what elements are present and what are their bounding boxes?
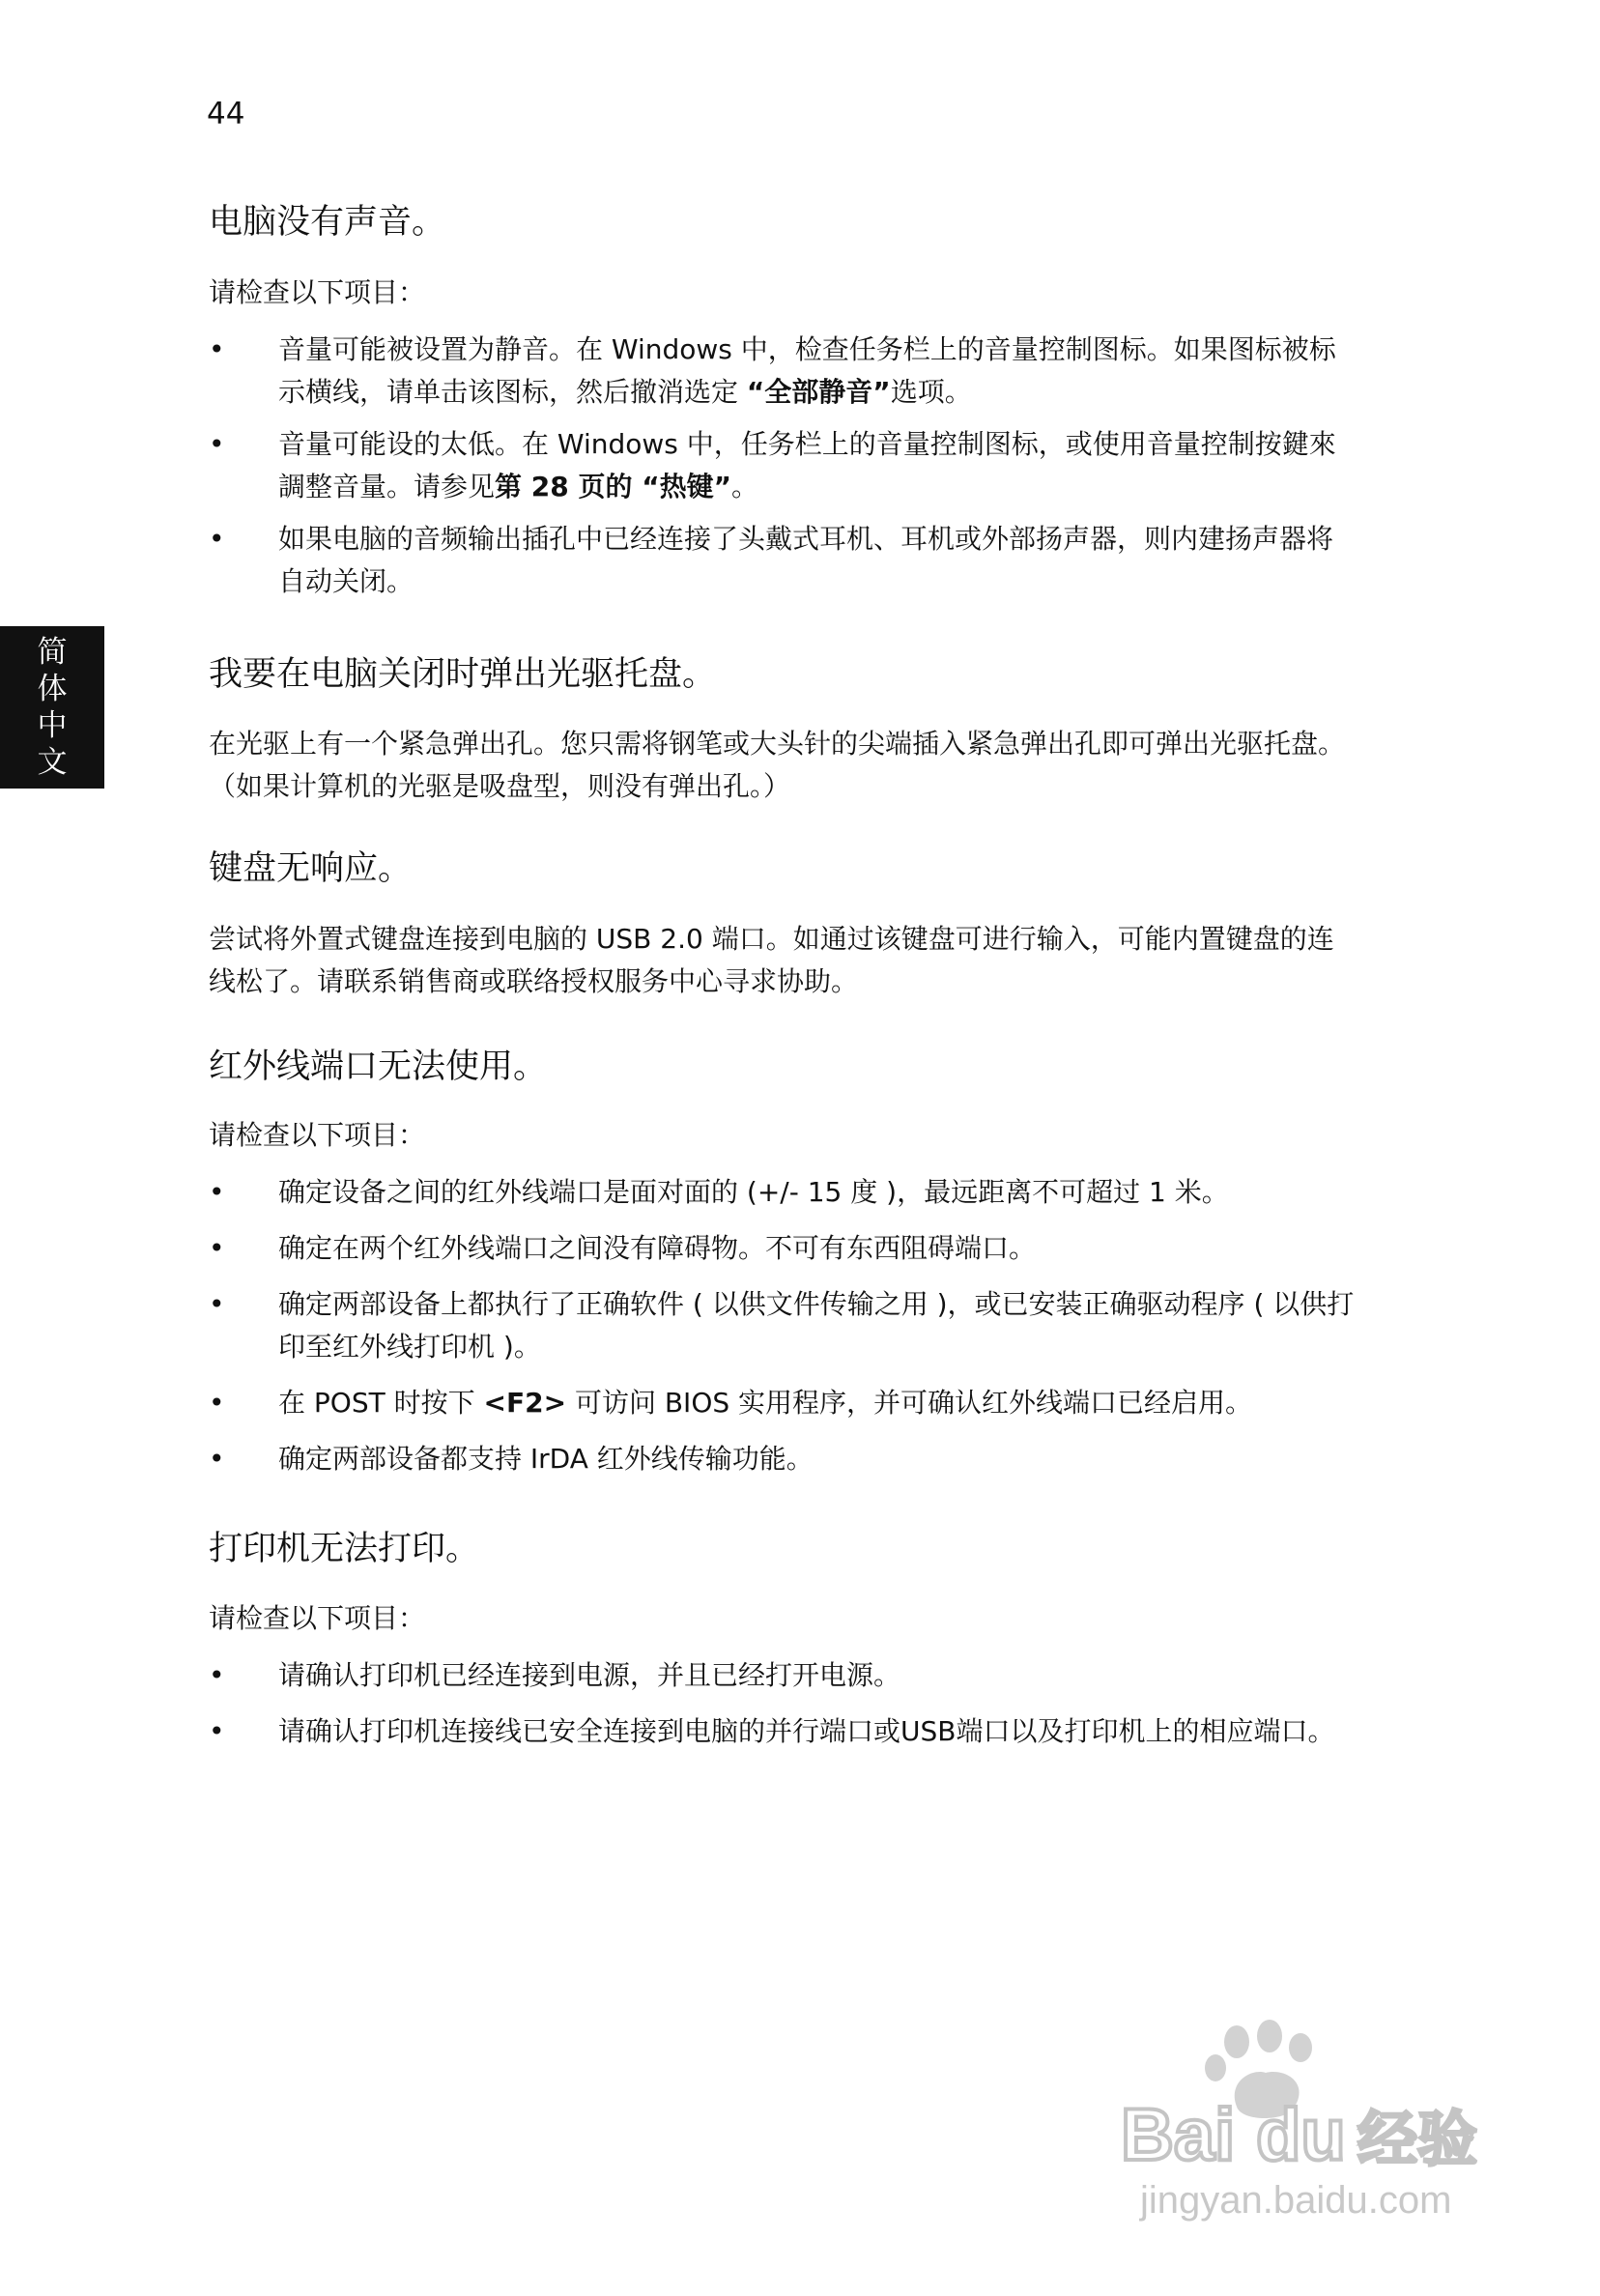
section-body-keyboard: 尝试将外置式键盘连接到电脑的 USB 2.0 端口。如通过该键盘可进行输入，可能内置键盘的连线松了。请联系销售商或联络授权服务中心寻求协助。 (209, 923, 1334, 997)
section-title-infrared: 红外线端口无法使用。 (209, 1048, 548, 1086)
svg-text:du: du (1256, 2094, 1346, 2176)
baidu-watermark-logo (1121, 2015, 1507, 2223)
list-item: • 在 POST 时按下 <F2> 可访问 BIOS 实用程序，并可确认红外线端口已经启用。 (209, 1382, 1358, 1424)
section-title-printer: 打印机无法打印。 (209, 1530, 480, 1568)
printer-list (209, 1654, 1358, 1753)
infrared-list (209, 1171, 1358, 1480)
section-title-keyboard: 键盘无响应。 (209, 849, 413, 888)
section-intro: 请检查以下项目： (209, 1119, 426, 1151)
section-body-eject: 在光驱上有一个紧急弹出孔。您只需将钢笔或大头针的尖端插入紧急弹出孔即可弹出光驱托盘。（如果计算机的光驱是吸盘型，则没有弹出孔。） (209, 728, 1346, 802)
svg-text:Bai: Bai (1121, 2094, 1236, 2176)
list-item: • 音量可能被设置为静音。在 Windows 中，检查任务栏上的音量控制图标。如果图标被标示横线，请单击该图标，然后撤消选定 “全部静音”选项。 (209, 329, 1358, 414)
list-item: • 请确认打印机连接线已安全连接到电脑的并行端口或USB端口以及打印机上的相应端口。 (209, 1710, 1358, 1753)
svg-text:jingyan.baidu.com: jingyan.baidu.com (1140, 2179, 1452, 2222)
page-number: 44 (207, 97, 245, 131)
list-item: • 确定在两个红外线端口之间没有障碍物。不可有东西阻碍端口。 (209, 1227, 1358, 1270)
section-intro: 请检查以下项目： (209, 276, 426, 308)
list-item: • 请确认打印机已经连接到电源，并且已经打开电源。 (209, 1654, 1358, 1697)
section-title-no-sound: 电脑没有声音。 (209, 203, 446, 242)
language-side-tab (0, 626, 104, 789)
side-tab-char: 体 (37, 672, 68, 706)
list-item: • 音量可能设的太低。在 Windows 中，任务栏上的音量控制图标，或使用音量控制按鍵來調整音量。请参见第 28 页的 “热键”。 (209, 423, 1358, 508)
section-intro: 请检查以下项目： (209, 1602, 426, 1634)
list-item: • 确定两部设备上都执行了正确软件 ( 以供文件传输之用 )，或已安装正确驱动程序 ( 以供打印至红外线打印机 )。 (209, 1283, 1358, 1368)
side-tab-char: 简 (37, 635, 68, 670)
list-item: • 确定两部设备都支持 IrDA 红外线传输功能。 (209, 1438, 1358, 1480)
list-item: • 确定设备之间的红外线端口是面对面的 (+/- 15 度 )，最远距离不可超过 1 米。 (209, 1171, 1358, 1214)
svg-text:经验: 经验 (1357, 2104, 1478, 2174)
no-sound-list (209, 329, 1358, 603)
section-title-eject: 我要在电脑关闭时弹出光驱托盘。 (209, 655, 717, 694)
list-item: • 如果电脑的音频输出插孔中已经连接了头戴式耳机、耳机或外部扬声器，则内建扬声器将自动关闭。 (209, 518, 1358, 603)
side-tab-char: 中 (37, 708, 68, 743)
side-tab-char: 文 (37, 745, 68, 780)
